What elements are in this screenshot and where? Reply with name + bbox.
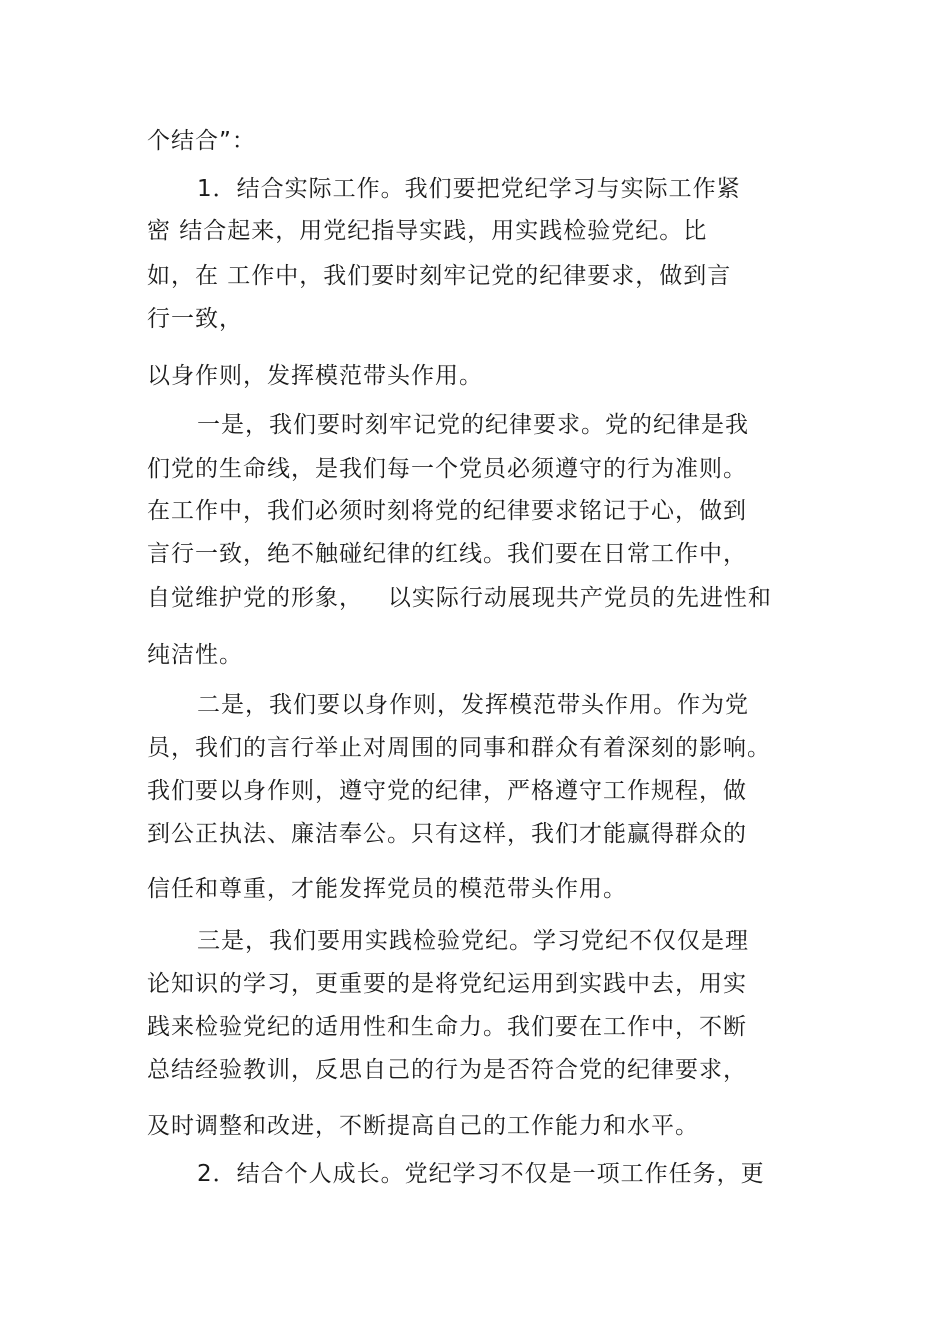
text-line: 们党的生命线，是我们每一个党员必须遵守的行为准则。: [147, 456, 747, 482]
text-line: 践来检验党纪的适用性和生命力。我们要在工作中，不断: [147, 1014, 747, 1040]
text-line: 总结经验教训，反思自己的行为是否符合党的纪律要求，: [147, 1057, 747, 1083]
text-line: 1．结合实际工作。我们要把党纪学习与实际工作紧: [197, 176, 741, 202]
text-line: 自觉维护党的形象， 以实际行动展现共产党员的先进性和: [147, 585, 772, 611]
text-line: 到公正执法、廉洁奉公。只有这样，我们才能赢得群众的: [147, 821, 747, 847]
text-line: 以身作则，发挥模范带头作用。: [147, 363, 483, 389]
text-line: 及时调整和改进，不断提高自己的工作能力和水平。: [147, 1113, 699, 1139]
text-line: 信任和尊重，才能发挥党员的模范带头作用。: [147, 876, 627, 902]
text-line: 个结合”：: [147, 128, 256, 154]
text-line: 论知识的学习，更重要的是将党纪运用到实践中去，用实: [147, 971, 747, 997]
text-line: 在工作中，我们必须时刻将党的纪律要求铭记于心，做到: [147, 498, 747, 524]
text-line: 员，我们的言行举止对周围的同事和群众有着深刻的影响。: [147, 735, 771, 761]
text-line: 三是，我们要用实践检验党纪。学习党纪不仅仅是理: [197, 928, 749, 954]
text-line: 密 结合起来，用党纪指导实践，用实践检验党纪。比: [147, 218, 708, 244]
text-line: 如，在 工作中，我们要时刻牢记党的纪律要求，做到言: [147, 263, 732, 289]
text-line: 一是，我们要时刻牢记党的纪律要求。党的纪律是我: [197, 412, 749, 438]
text-line: 我们要以身作则，遵守党的纪律，严格遵守工作规程，做: [147, 778, 747, 804]
text-line: 纯洁性。: [147, 642, 243, 668]
text-line: 行一致，: [147, 306, 243, 332]
text-line: 言行一致，绝不触碰纪律的红线。我们要在日常工作中，: [147, 541, 747, 567]
text-line: 2．结合个人成长。党纪学习不仅是一项工作任务，更: [197, 1161, 765, 1187]
text-line: 二是，我们要以身作则，发挥模范带头作用。作为党: [197, 692, 749, 718]
